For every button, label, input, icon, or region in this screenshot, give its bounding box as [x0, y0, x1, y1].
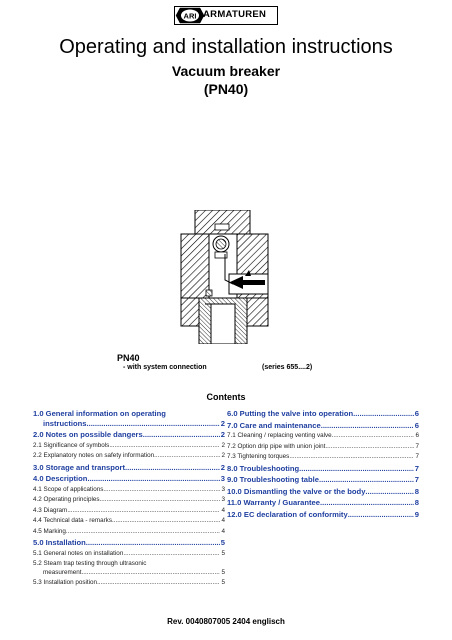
toc-leader-dots: [112, 517, 221, 526]
toc-leader-dots: [289, 453, 414, 462]
toc-leader-dots: [86, 419, 219, 429]
toc-entry[interactable]: [227, 421, 419, 431]
toc-entry-title: 4.2 Operating principles: [33, 496, 100, 503]
toc-entry-title: 11.0 Warranty / Guarantee: [227, 498, 320, 507]
pressure-rating: (PN40): [203, 81, 249, 97]
toc-entry-title: 8.0 Troubleshooting: [227, 463, 300, 473]
toc-page-number: 6: [415, 432, 419, 439]
toc-entry[interactable]: [227, 453, 419, 462]
toc-page-number: 4: [221, 517, 225, 524]
toc-page-number: 8: [414, 498, 419, 507]
toc-entry[interactable]: [227, 409, 419, 419]
toc-entry[interactable]: [33, 452, 225, 461]
toc-entry-title: 6.0 Putting the valve into operation: [227, 409, 354, 418]
toc-entry-title: 7.1 Cleaning / replacing venting valve: [227, 432, 332, 439]
toc-leader-dots: [103, 486, 220, 495]
toc-page-number: 3: [221, 485, 225, 493]
toc-leader-dots: [109, 442, 220, 451]
toc-entry[interactable]: [227, 432, 419, 441]
toc-page-number: 6: [414, 409, 419, 418]
toc-leader-dots: [154, 452, 220, 461]
toc-page-number: 3: [221, 496, 225, 503]
toc-leader-dots: [123, 550, 220, 559]
figure-series: (series 655....2): [262, 364, 313, 371]
toc-page-number: 6: [414, 420, 419, 430]
toc-page-number: 5: [220, 538, 225, 547]
toc-entry-title: 5.2 Steam trap testing through ultrasonic: [33, 560, 147, 567]
toc-page-number: 2: [221, 441, 225, 449]
toc-entry-title: 3.0 Storage and transport: [33, 462, 125, 472]
toc-leader-dots: [100, 496, 221, 505]
toc-entry-title: 7.3 Tightening torques: [227, 453, 290, 460]
toc-leader-dots: [67, 507, 220, 516]
toc-page-number: 2: [220, 418, 225, 428]
toc-entry[interactable]: [227, 475, 419, 485]
toc-entry-title: 1.0 General information on operating: [33, 409, 166, 418]
toc-page-number: 7: [414, 475, 419, 484]
toc-entry[interactable]: [227, 510, 419, 520]
toc-entry-title: 2.0 Notes on possible dangers: [33, 430, 143, 439]
toc-entry-title: 5.1 General notes on installation: [33, 549, 124, 557]
toc-leader-dots: [66, 528, 221, 537]
toc-leader-dots: [353, 409, 414, 419]
toc-entry-title: 9.0 Troubleshooting table: [227, 475, 319, 484]
toc-entry[interactable]: [33, 442, 225, 451]
toc-leader-dots: [365, 487, 413, 497]
toc-leader-dots: [325, 443, 414, 452]
toc-entry-title: 4.4 Technical data - remarks: [33, 517, 112, 524]
toc-entry-title: 10.0 Dismantling the valve or the body: [227, 486, 366, 496]
toc-page-number: 4: [221, 527, 225, 535]
toc-entry-title: 4.3 Diagram: [33, 506, 68, 514]
toc-page-number: 7: [415, 453, 419, 460]
toc-entry[interactable]: [227, 464, 419, 474]
toc-entry[interactable]: [227, 443, 419, 452]
toc-leader-dots: [320, 498, 414, 508]
toc-entry-title: 4.5 Marking: [33, 527, 66, 535]
toc-entry-title: 7.2 Option drip pipe with union joint: [227, 442, 326, 450]
toc-entry-title: 7.0 Care and maintenance: [227, 420, 321, 430]
toc-leader-dots: [319, 475, 414, 485]
toc-entry[interactable]: [227, 487, 419, 497]
toc-page-number: 2: [221, 452, 225, 459]
toc-entry[interactable]: [33, 528, 225, 537]
toc-entry[interactable]: [33, 486, 225, 495]
revision-footer: Rev. 0040807005 2404 englisch: [167, 617, 285, 626]
toc-page-number: 4: [221, 506, 225, 514]
toc-entry-title: 4.1 Scope of applications: [33, 485, 104, 493]
brand-name: ARMATUREN: [203, 9, 267, 20]
toc-entry-title: 2.1 Significance of symbols: [33, 441, 110, 449]
toc-leader-dots: [87, 474, 219, 484]
toc-entry[interactable]: [33, 579, 225, 588]
toc-page-number: 5: [221, 579, 225, 586]
toc-leader-dots: [348, 510, 414, 520]
toc-entry-title: 5.3 Installation position: [33, 579, 98, 586]
toc-entry[interactable]: [33, 430, 225, 440]
toc-page-number: 2: [220, 430, 225, 439]
svg-text:ARI: ARI: [183, 11, 197, 21]
toc-column-left: [33, 407, 225, 588]
contents-heading: Contents: [206, 392, 246, 402]
toc-leader-dots: [299, 464, 414, 474]
toc-entry[interactable]: [33, 517, 225, 526]
toc-entry[interactable]: [33, 474, 225, 484]
toc-entry[interactable]: [33, 538, 225, 548]
toc-entry-title: 5.0 Installation: [33, 538, 86, 547]
toc-page-number: 2: [220, 462, 225, 472]
toc-entry-title: 12.0 EC declaration of conformity: [227, 509, 348, 519]
toc-entry[interactable]: [33, 409, 225, 428]
toc-entry-title: measurement: [43, 568, 82, 576]
toc-entry[interactable]: [33, 550, 225, 559]
toc-leader-dots: [97, 579, 220, 588]
toc-leader-dots: [143, 430, 220, 440]
toc-page-number: 5: [221, 568, 225, 576]
toc-page-number: 9: [414, 509, 419, 519]
vacuum-breaker-section-drawing: [163, 210, 277, 344]
product-name: Vacuum breaker: [171, 63, 281, 79]
toc-page-number: 8: [414, 486, 419, 496]
toc-leader-dots: [86, 538, 220, 548]
figure-label: PN40: [117, 353, 140, 363]
toc-leader-dots: [125, 463, 220, 473]
toc-page-number: 7: [414, 463, 419, 473]
toc-leader-dots: [321, 421, 414, 431]
toc-entry[interactable]: [33, 496, 225, 505]
toc-page-number: 7: [415, 442, 419, 450]
toc-entry[interactable]: [33, 560, 225, 577]
toc-entry-title: 2.2 Explanatory notes on safety information: [33, 452, 155, 459]
toc-column-right: [227, 407, 419, 519]
figure-caption: - with system connection: [123, 364, 207, 371]
toc-leader-dots: [332, 432, 415, 441]
toc-entry-title: 4.0 Description: [33, 474, 88, 483]
toc-entry[interactable]: [33, 463, 225, 473]
document-title: Operating and installation instructions: [59, 36, 393, 58]
toc-entry[interactable]: [33, 507, 225, 516]
toc-page-number: 5: [221, 549, 225, 557]
toc-leader-dots: [82, 569, 221, 578]
toc-page-number: 3: [220, 474, 225, 483]
toc-entry[interactable]: [227, 498, 419, 508]
toc-entry-title: instructions: [43, 418, 87, 428]
